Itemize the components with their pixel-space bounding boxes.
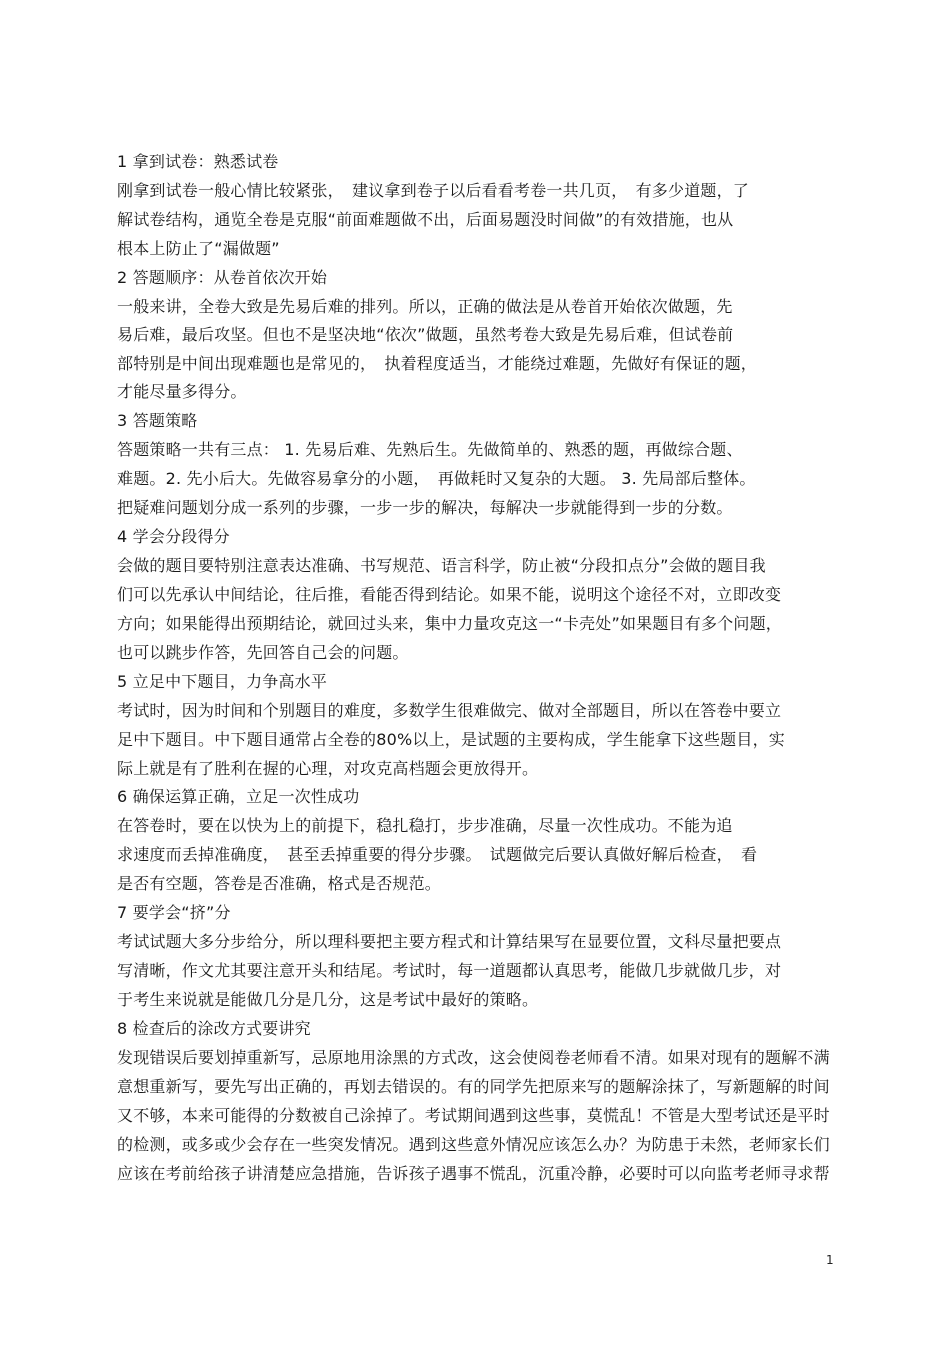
paragraph-line: 于考生来说就是能做几分是几分，这是考试中最好的策略。 — [117, 990, 539, 1009]
section-heading-5: 5 立足中下题目，力争高水平 — [117, 672, 328, 691]
paragraph-line: 考试时，因为时间和个别题目的难度，多数学生很难做完、做对全部题目，所以在答卷中要立 — [117, 701, 782, 720]
section-heading-2: 2 答题顺序：从卷首依次开始 — [117, 268, 328, 287]
paragraph-line: 是否有空题，答卷是否准确，格式是否规范。 — [117, 874, 442, 893]
paragraph-line: 难题。2. 先小后大。先做容易拿分的小题， 再做耗时又复杂的大题。 3. 先局部后整体。 — [117, 469, 756, 488]
paragraph-line: 应该在考前给孩子讲清楚应急措施，告诉孩子遇事不慌乱，沉重冷静，必要时可以向监考老师寻求帮 — [117, 1164, 830, 1183]
paragraph-line: 一般来讲，全卷大致是先易后难的排列。所以，正确的做法是从卷首开始依次做题，先 — [117, 297, 733, 316]
paragraph-line: 们可以先承认中间结论，往后推，看能否得到结论。如果不能，说明这个途径不对，立即改变 — [117, 585, 782, 604]
paragraph-line: 意想重新写，要先写出正确的，再划去错误的。有的同学先把原来写的题解涂抹了，写新题解的时间 — [117, 1077, 830, 1096]
paragraph-line: 考试试题大多分步给分，所以理科要把主要方程式和计算结果写在显要位置，文科尽量把要点 — [117, 932, 782, 951]
paragraph-line: 又不够，本来可能得的分数被自己涂掉了。考试期间遇到这些事，莫慌乱！不管是大型考试还是平时 — [117, 1106, 830, 1125]
section-heading-3: 3 答题策略 — [117, 411, 198, 430]
paragraph-line: 才能尽量多得分。 — [117, 382, 247, 401]
section-heading-1: 1 拿到试卷：熟悉试卷 — [117, 152, 279, 171]
paragraph-line: 解试卷结构，通览全卷是克服“前面难题做不出，后面易题没时间做”的有效措施，也从 — [117, 210, 734, 229]
paragraph-line: 求速度而丢掉准确度， 甚至丢掉重要的得分步骤。 试题做完后要认真做好解后检查， 看 — [117, 845, 758, 864]
section-heading-7: 7 要学会“挤”分 — [117, 903, 231, 922]
paragraph-line: 易后难，最后攻坚。但也不是坚决地“依次”做题，虽然考卷大致是先易后难，但试卷前 — [117, 325, 734, 344]
section-heading-8: 8 检查后的涂改方式要讲究 — [117, 1019, 311, 1038]
paragraph-line: 写清晰，作文尤其要注意开头和结尾。考试时，每一道题都认真思考，能做几步就做几步，对 — [117, 961, 782, 980]
paragraph-line: 会做的题目要特别注意表达准确、书写规范、语言科学，防止被“分段扣点分”会做的题目我 — [117, 556, 766, 575]
paragraph-line: 答题策略一共有三点： 1. 先易后难、先熟后生。先做简单的、熟悉的题，再做综合题、 — [117, 440, 743, 459]
paragraph-line: 根本上防止了“漏做题” — [117, 239, 280, 258]
paragraph-line: 方向；如果能得出预期结论，就回过头来，集中力量攻克这一“卡壳处”如果题目有多个问题， — [117, 614, 782, 633]
paragraph-line: 刚拿到试卷一般心情比较紧张， 建议拿到卷子以后看看考卷一共几页， 有多少道题，了 — [117, 181, 750, 200]
page-number: 1 — [826, 1253, 834, 1267]
paragraph-line: 际上就是有了胜利在握的心理，对攻克高档题会更放得开。 — [117, 759, 539, 778]
section-heading-4: 4 学会分段得分 — [117, 527, 230, 546]
paragraph-line: 在答卷时，要在以快为上的前提下，稳扎稳打，步步准确，尽量一次性成功。不能为追 — [117, 816, 733, 835]
paragraph-line: 把疑难问题划分成一系列的步骤，一步一步的解决，每解决一步就能得到一步的分数。 — [117, 498, 733, 517]
paragraph-line: 部特别是中间出现难题也是常见的， 执着程度适当，才能绕过难题，先做好有保证的题， — [117, 354, 758, 373]
paragraph-line: 也可以跳步作答，先回答自己会的问题。 — [117, 643, 409, 662]
paragraph-line: 的检测，或多或少会存在一些突发情况。遇到这些意外情况应该怎么办？为防患于未然，老师家长们 — [117, 1135, 830, 1154]
paragraph-line: 足中下题目。中下题目通常占全卷的80%以上，是试题的主要构成，学生能拿下这些题目，实 — [117, 730, 785, 749]
section-heading-6: 6 确保运算正确，立足一次性成功 — [117, 787, 360, 806]
paragraph-line: 发现错误后要划掉重新写，忌原地用涂黑的方式改，这会使阅卷老师看不清。如果对现有的题解不满 — [117, 1048, 830, 1067]
